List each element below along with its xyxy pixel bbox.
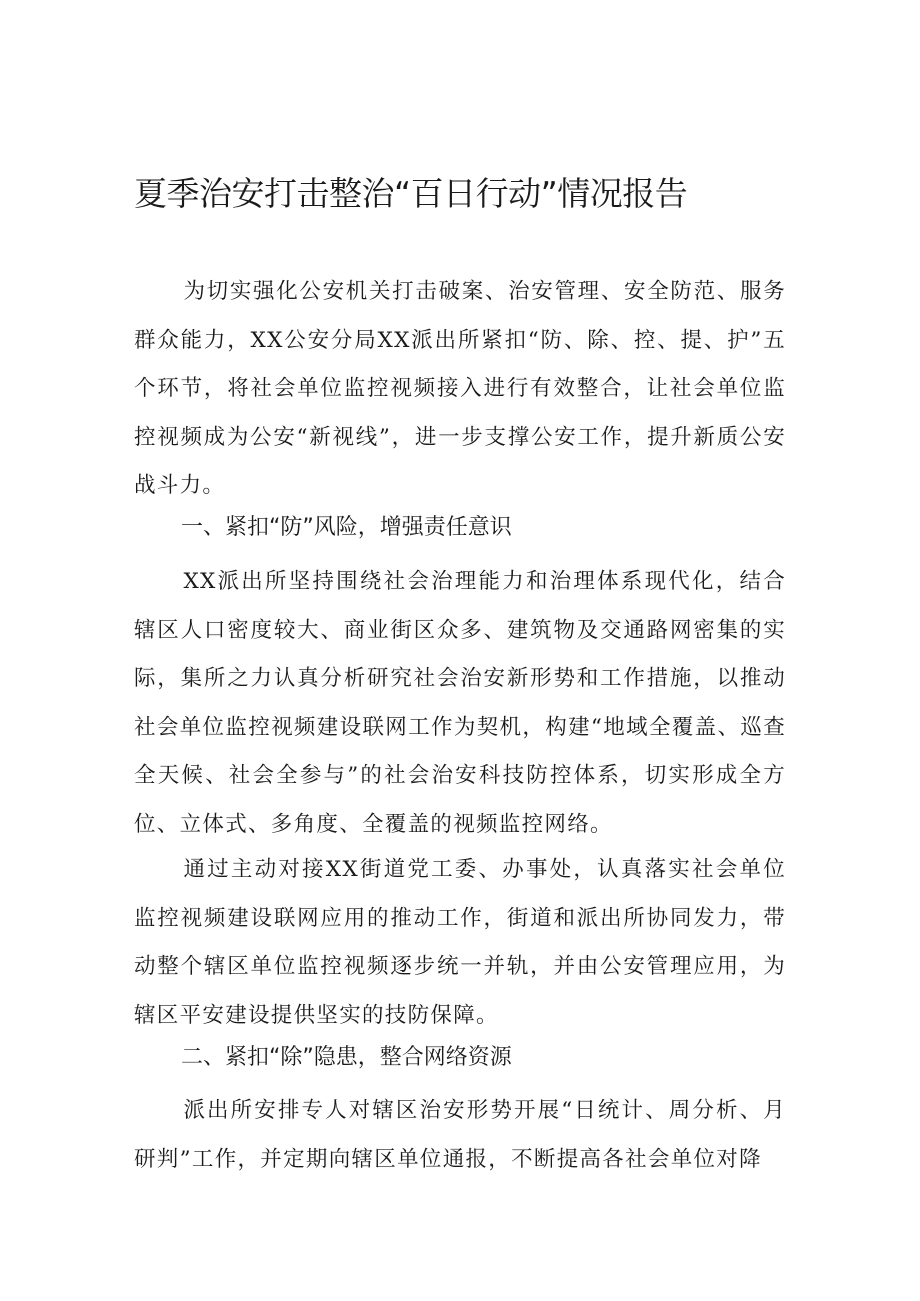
section-heading-2: 二、紧扣“除”隐患，整合网络资源	[181, 1045, 512, 1070]
section1-paragraph-2: 通过主动对接XX街道党工委、办事处，认真落实社会单位监控视频建设联网应用的推动工作，街道和派出所协同发力，带动整个辖区单位监控视频逐步统一并轨，并由公安管理应用，为辖区平安建设提供坚实的技防保障。	[134, 857, 786, 1028]
intro-paragraph: 为切实强化公安机关打击破案、治安管理、安全防范、服务群众能力，XX公安分局XX派出所紧扣“防、除、控、提、护”五个环节，将社会单位监控视频接入进行有效整合，让社会单位监控视频成为公安“新视线”，进一步支撑公安工作，提升新质公安战斗力。	[134, 279, 786, 499]
document-title: 夏季治安打击整治“百日行动”情况报告	[134, 174, 688, 213]
section1-paragraph-1: XX派出所坚持围绕社会治理能力和治理体系现代化，结合辖区人口密度较大、商业街区众多、建筑物及交通路网密集的实际，集所之力认真分析研究社会治安新形势和工作措施，以推动社会单位监控视频建设联网工作为契机，构建“地域全覆盖、巡查全天候、社会全参与”的社会治安科技防控体系，切实形成全方位、立体式、多角度、全覆盖的视频监控网络。	[134, 569, 786, 837]
section-heading-1: 一、紧扣“防”风险，增强责任意识	[181, 515, 512, 540]
section2-paragraph-1: 派出所安排专人对辖区治安形势开展“日统计、周分析、月研判”工作，并定期向辖区单位通报，不断提高各社会单位对降	[134, 1098, 786, 1172]
